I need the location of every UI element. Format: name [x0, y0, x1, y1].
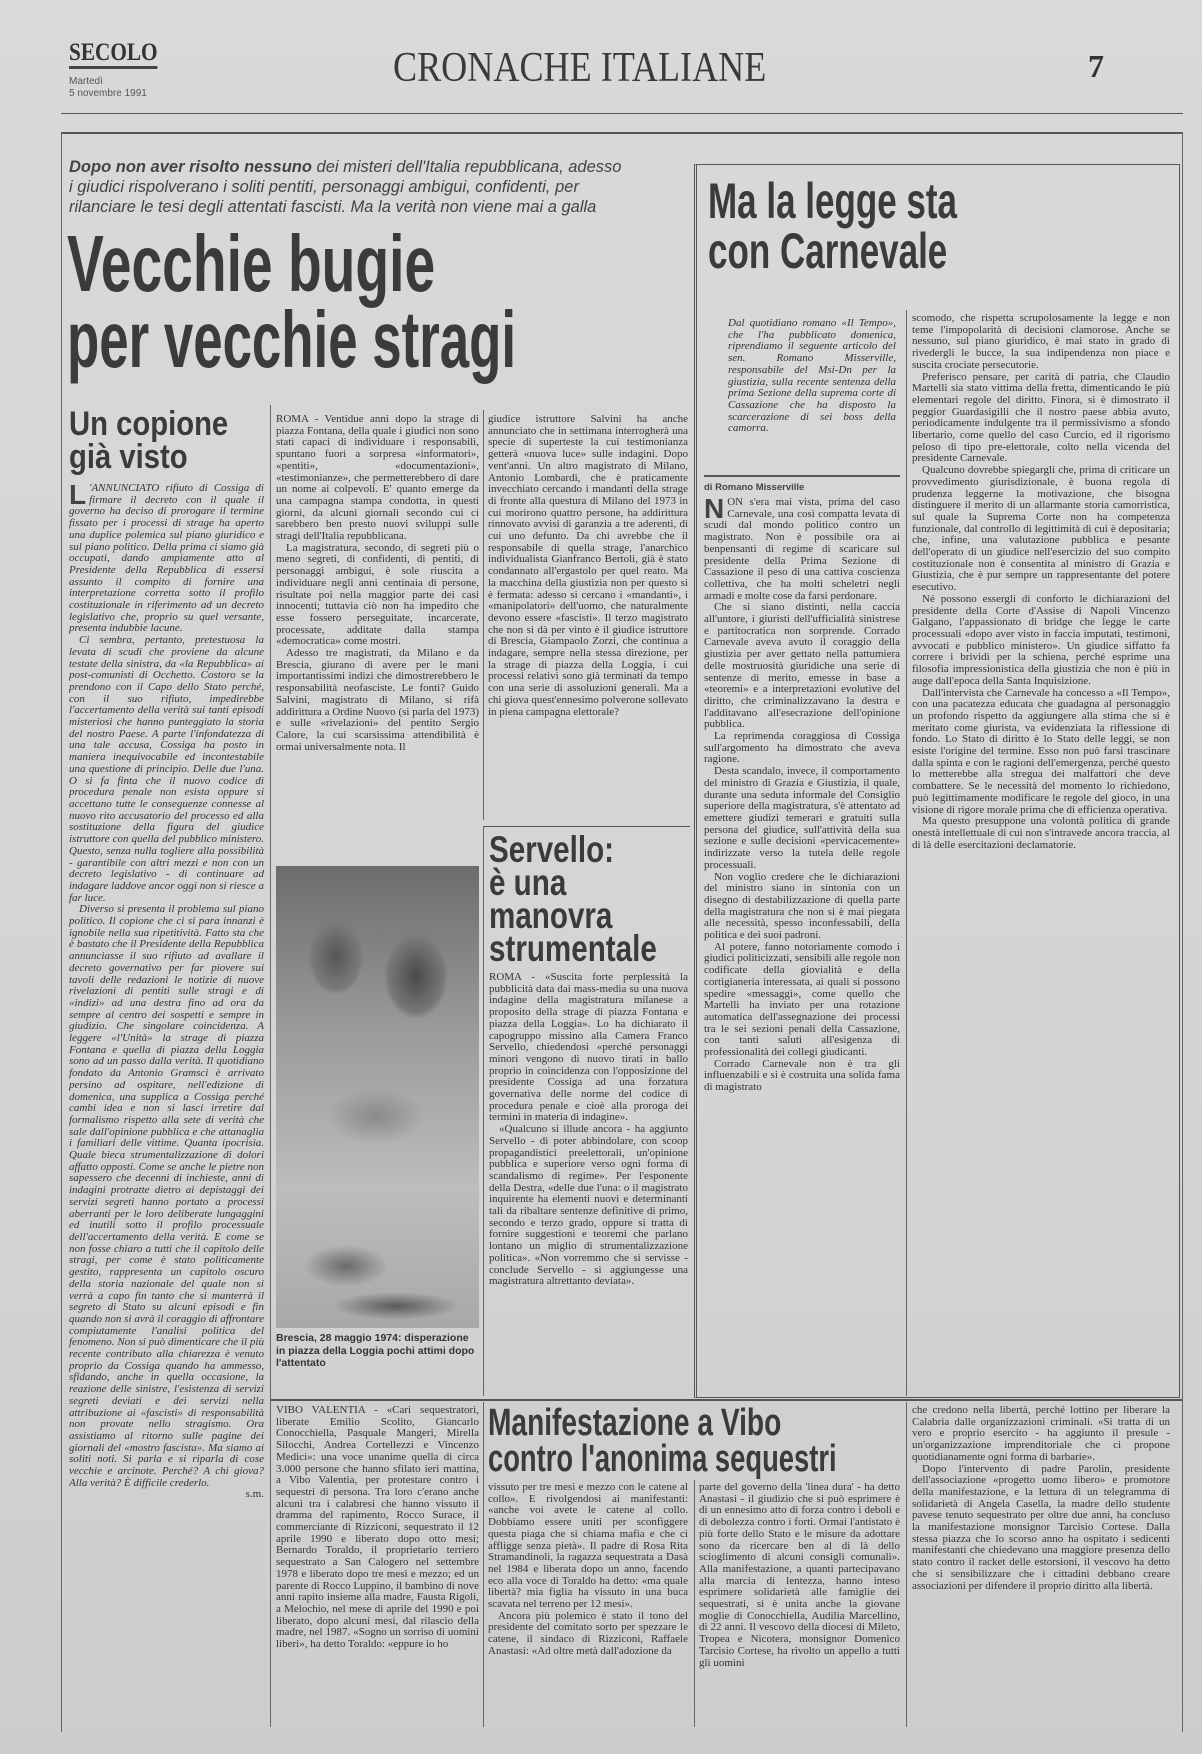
carnevale-headline-line-2: con Carnevale: [708, 223, 948, 279]
editorial-paragraph: Diverso si presenta il problema sul piano politico. Il copione che ci si para innanzi è ignobile nella sua ripetitività. Fatto sta che è bastato che il Presidente della Repubblica annunciasse il suo rifiuto ad avallare il decreto governativo per far piovere sui tavoli delle redazioni le notizie di nuove rivelazioni di pentiti sulle stragi e di «indizi» ad una destra fino ad ora da sempre al centro dei sospetti e sempre in giudizio. Che singolare coincidenza. A leggere «l'Unità» la strage di piazza Fontana e quella di piazza della Loggia sono ad un passo dalla verità. Il quotidiano fondato da Antonio Gramsci è arrivato persino ad ospitare, nell'edizione di domenica, una supplica a Cossiga perché cambi idea e non si lasci irretire dal formalismo rispetto alla sete di verità che sale dall'opinione pubblica e che attanaglia i familiari delle vittime. Quanta ipocrisia. Quale bieca strumentalizzazione di dolori affatto opposti. Come se anche le pietre non sapessero che decenni di inchieste, anni di indagini protratte dietro ai depistaggi dei servizi segreti hanno portato a processi aberranti per le loro deliberate lungaggini ed inutili sotto il profilo processuale dell'accertamento della verità. E come se non fosse chiaro a tutti che il capitolo delle stragi, per come è stato politicamente gestito, rappresenta un capitolo oscuro della storia nazionale del quale non si verrà a capo fin tanto che si manterrà il segreto di Stato su alcuni episodi e fin quando non si avrà il coraggio di affrontare compiutamente l'analisi politica del fenomeno. Non si può dimenticare che il più recente contributo alla chiarezza è venuto proprio da Cossiga quando ha ammesso, sfidando, anche in quella occasione, la reazione delle sinistre, l'esistenza di servizi segreti deviati e dei servizi nella attribuzione ai «fascisti» di responsabilità non provate nello stragismo. Ora assistiamo al ritorno sulle pagine dei giornali del «mostro fascista». Ma siamo ai soliti noti. Si parla e si riparla di cose vecchie e arcinote. Perché? A chi giova? Alla verità? È difficile crederlo.: [69, 903, 264, 1489]
servello-headline-line-3: manovra: [489, 895, 613, 936]
main-paragraph: La magistratura, secondo, di segreti più o meno segreti, di confidenti, di pentiti, di personaggi ambigui, è sole riuscita a individuare negli anni centinaia di persone, risultate poi nella maggior parte dei casi innocenti; tuttavia ciò non ha impedito che esse fossero perseguitate, incarcerate, processate, additate dalla stampa «democratica» come mostri.: [276, 541, 479, 648]
carnevale-body-col-1: [704, 497, 900, 1409]
page-number: 7: [1088, 48, 1104, 84]
vibo-paragraph: Dopo l'intervento di padre Parolin, presidente dell'associazione «progetto uomo libero» e promotore della manifestazione, e la lettura di un telegramma di solidarietà di Angela Casella, la madre dello studente pavese tenuto sequestrato per oltre due anni, ha concluso la manifestazione monsignor Tarcisio Cortese. Dalla stessa piazza che lo scorso anno ha ospitato i sedicenti manifestanti che chiedevano una maggiore presenza dello stato contro il racket delle estorsioni, il vescovo ha detto che si sensibilizzare che i cittadini debbano creare associazioni per difendere il proprio diritto alla libertà.: [912, 1462, 1170, 1592]
vibo-body-col-1: [276, 1405, 479, 1727]
editorial-paragraph: 'ANNUNCIATO rifiuto di Cossiga di firmare il decreto con il quale il governo ha deciso di prorogare il termine fissato per i processi di strage ha aperto una duplice polemica sul piano giuridico e sul piano politico. Della prima ci siamo già occupati, dando ampiamente atto al Presidente della Repubblica di essersi assunto il compito di fornire una interpretazione corretta sotto il profilo costituzionale in riferimento ad un decreto legislativo che, proprio su quel versante, presenta indubbie lacune.: [69, 483, 264, 635]
vibo-body-col-2: [488, 1482, 688, 1727]
main-headline-line-2: per vecchie stragi: [67, 295, 517, 384]
servello-paragraph: «Qualcuno si illude ancora - ha aggiunto Servello - di poter abbindolare, con scoop propagandistici preelettorali, un'opinione pubblica e superiore verso ogni forma di scandalismo di regime». Per l'esponente della Destra, «delle due l'una: o il magistrato inquirente ha elementi nuovi e determinanti tali da ribaltare sentenze definitive di primo, secondo e terzo grado, oppure si tratta di fornire suggestioni e teoremi che parlano lontano un miglio di strumentalizzazione politica». «Non vorremmo che si servisse - conclude Servello - si aggiungesse una magistratura altrettanto deviata».: [489, 1123, 688, 1288]
content-right-rule: [1182, 132, 1183, 1732]
carnevale-body-col-2: [912, 313, 1170, 1393]
vibo-headline-line-2: contro l'anonima sequestri: [488, 1438, 837, 1480]
main-body-col-2: [488, 414, 688, 822]
main-kicker: [69, 157, 629, 217]
carnevale-paragraph: Al potere, fanno notoriamente comodo i giudici politicizzati, sensibili alle regole non codificate della giovialità e della cortigianeria interessata, ai quali si possono spedire «messaggi», come quello che Martelli ha inviato per una rotazione automatica dell'assegnazione dei processi tra le sei sezioni penali della Cassazione, con tanti saluti all'esigenza di professionalità dei collegi giudicanti.: [704, 940, 900, 1059]
column-rule: [906, 1402, 907, 1727]
photo-caption: Brescia, 28 maggio 1974: disperazione in piazza della Loggia pochi attimi dopo l'attentato: [276, 1332, 475, 1369]
paper-logo: SECOLO: [69, 40, 158, 69]
byline-rule: [704, 475, 900, 477]
editorial-body: [69, 483, 264, 1727]
carnevale-intro: Dal quotidiano romano «Il Tempo», che l'ha pubblicato domenica, riprendiamo il seguente articolo del sen. Romano Misserville, responsabile del Msi-Dn per la giustizia, sulla recente sentenza della prima Sezione della suprema corte di Cassazione che ha disposto la scarcerazione di sei boss della camorra.: [728, 318, 896, 435]
carnevale-paragraph: Desta scandalo, invece, il comportamento del ministro di Grazia e Giustizia, il quale, durante una seduta informale del Consiglio superiore della magistratura, s'è attentato ad emettere giudizi temerari e gratuiti sulla persona del giudice, sull'attività della sua sezione e sulle decisioni «pervicacemente» indirizzate verso la tutela delle regole processuali.: [704, 765, 900, 871]
vibo-paragraph: parte del governo della 'linea dura' - ha detto Anastasi - il giudizio che si può esprimere è di un ennesimo atto di forza contro i deboli e di debolezza contro i forti. Ormai l'antistato è più forte dello Stato e le misure da adottare sono da ricercare ben al di là dello scioglimento di alcuni consigli comunali». Alla manifestazione, a quanti partecipavano alla marcia di lentezza, hanno inteso esprimere solidarietà alle famiglie dei sequestrati, si è unita anche la giovane moglie di Conocchiella, Audilia Marcellino, di 22 anni. Il vescovo della diocesi di Mileto, Tropea e Nicotera, monsignor Domenico Tarcisio Cortese, ha rivolto un appello a tutti gli uomini: [699, 1482, 900, 1669]
carnevale-byline: di Romano Misserville: [704, 482, 805, 493]
carnevale-paragraph: Preferisco pensare, per carità di patria, che Claudio Martelli sia stato vittima della fretta, dimenticando le più elementari regole del diritto. Finora, si è dimostrato il peggior Guardasigilli che il nostro paese abbia avuto, periodicamente indulgente tra il permissivismo a sfondo libertario, come quello del caso Curcio, ed il rigorismo peloso di tipo pre-elettorale, colto nella vicenda del presidente Carnevale.: [912, 370, 1170, 465]
carnevale-paragraph: scomodo, che rispetta scrupolosamente la legge e non teme l'impopolarità di decisioni clamorose. Anche se nessuno, sul piano giuridico, è mai stato in grado di rivedergli le bucce, la sua indipendenza non piace e suscita crociate persecutorie.: [912, 313, 1170, 371]
servello-top-rule: [483, 826, 690, 827]
kicker-lead: Dopo non aver risolto nessuno: [69, 158, 312, 176]
editorial-headline-line-2: già visto: [69, 438, 188, 476]
news-photo: [276, 866, 479, 1328]
vibo-paragraph: vissuto per tre mesi e mezzo con le catene al collo». E rivolgendosi ai manifestanti: «anche voi avete le catene al collo. Dobbiamo essere uniti per sconfiggere questa piaga che si chiama mafia e che ci affligge senza pietà». Il padre di Rosa Rita Stramandinoli, la ragazza sequestrata a Dasà nel 1984 e liberata dopo un anno, facendo eco alla voce di Toraldo ha detto: «ma quale libertà? mia figlia ha vissuto in una buca scavata nel terreno per 12 mesi».: [488, 1482, 688, 1611]
carnevale-paragraph: La reprimenda coraggiosa di Cossiga sull'argomento ha dimostrato che aveva ragione.: [704, 730, 900, 766]
issue-date: 5 novembre 1991: [69, 88, 147, 99]
editorial-signature: s.m.: [245, 1488, 264, 1501]
main-headline-line-1: Vecchie bugie: [67, 219, 436, 308]
vibo-body-col-4: [912, 1405, 1170, 1727]
servello-headline-line-2: è una: [489, 862, 567, 903]
carnevale-paragraph: Corrado Carnevale non è tra gli influenzabili e si è costruita una solida fama di magistrato: [704, 1057, 900, 1094]
issue-day: Martedì: [69, 76, 103, 87]
kicker-text: dei misteri dell'Italia repubblicana, adesso i giudici rispolverano i soliti pentiti, personaggi ambigui, confidenti, per rilanciare le tesi degli attentati fascisti. Ma la verità non viene mai a galla: [69, 158, 622, 216]
carnevale-paragraph: Né possono essergli di conforto le dichiarazioni del presidente della Corte d'Assise di Napoli Vincenzo Galgano, l'appassionato di bridge che legge le carte processuali «dopo aver visto in faccia imputati, testimoni, avvocati e pubblico ministero». Un giudice siffatto fa correre i brividi per la schiena, perché esprime una filosofia impressionistica della giustizia che non è più in auge dall'epoca della Santa Inquisizione.: [912, 592, 1170, 687]
content-left-rule: [61, 132, 62, 1732]
carnevale-paragraph: Dall'intervista che Carnevale ha concesso a «Il Tempo», con una pacatezza educata che guadagna al personaggio un profondo rispetto da aggiungere alla stima che si è meritato come giurista, va evidenziata la riflessione di fondo. Lo Stato di diritto è lo Stato delle leggi, se non esiste l'origine del termine. Esso non può farsi trascinare dalla spinta e con le ragioni dell'emergenza, perché questo lo metterebbe alla stregua dei malfattori che deve combattere. Se le necessità del momento lo richiedono, può legittimamente modificare le regole del gioco, in una visione di rigore morale prima che di efficienza operativa.: [912, 686, 1170, 816]
servello-headline-line-1: Servello:: [489, 829, 615, 870]
carnevale-paragraph: Qualcuno dovrebbe spiegargli che, prima di criticare un provvedimento giurisdizionale, è buona regola di prudenza leggerne la motivazione, che bisogna distinguere il merito di un allarmante storia camorristica, sul quale la Suprema Corte non ha competenza funzionale, dal controllo di legittimità di cui è depositaria; che, infine, una valutazione pubblica e pesante dell'operato di un giudice nell'esercizio del suo compito costituzionale non è consentita al ministro di Grazia e Giustizia, che è pur sempre un rappresentante del potere esecutivo.: [912, 464, 1170, 594]
column-rule: [694, 1480, 695, 1727]
carnevale-paragraph: ON s'era mai vista, prima del caso Carnevale, una così compatta levata di scudi dal mondo politico contro un magistrato. Non è possibile ora ai benpensanti di regime di scaricare sul presidente della Prima Sezione di Cassazione il peso di una cattiva coscienza collettiva, che ha molti scheletri negli armadi e molte cose da farsi perdonare.: [704, 497, 900, 602]
column-rule: [906, 310, 907, 1396]
main-paragraph: giudice istruttore Salvini ha anche annunciato che in settimana interrogherà una specie di superteste la cui testimonianza getterà «nuova luce» sulle indagini. Dopo vent'anni. Un altro magistrato di Milano, Antonio Lombardi, che è praticamente invecchiato cercando i mandanti della strage di fronte alla questura di Milano del 1973 in cui morirono quattro persone, ha addirittura rinnovato avvisi di garanzia a tre aderenti, di cui uno defunto. Da chi avrebbe che il responsabile di quella strage, l'anarchico individualista Gianfranco Bertoli, già è stato condannato all'ergastolo per quel reato. Ma la macchina della giustizia non per questo si è fermata: adesso si cercano i «mandanti», i «manipolatori» dell'uomo, che naturalmente devono essere «fascisti». Il terzo magistrato che non si dà per vinto è il giudice istruttore di Brescia, Giampaolo Zorzi, che continua a indagare, sempre nella stessa direzione, per la strage di piazza della Loggia, i cui processi relativi sono già terminati da tempo con una serie di assoluzioni generali. Ma a chi giova quest'ennesimo polverone sollevato in piena campagna elettorale?: [488, 414, 688, 718]
vibo-top-rule: [270, 1399, 1182, 1401]
column-rule: [270, 405, 271, 1727]
servello-paragraph: ROMA - «Suscita forte perplessità la pubblicità data dai mass-media su una nuova indagine della magistratura milanese a proposito della strage di piazza Fontana e piazza della Loggia». Lo ha dichiarato il capogruppo missino alla Camera Franco Servello, chiedendosi «perché personaggi minori vengono di nuovo tirati in ballo proprio in coincidenza con l'opposizione del presidente Cossiga ad una forzatura governativa delle norme del codice di procedura penale e cioè alla proroga dei termini in materia di indagine».: [489, 972, 688, 1124]
main-paragraph: ROMA - Ventidue anni dopo la strage di piazza Fontana, della quale i giudici non sono stati capaci di individuare i responsabili, spuntano fuori a sorpresa «informatori», «pentiti», «documentazioni», «testimonianze», che permetterebbero di dare un nome ai colpevoli. E' quanto emerge da una campagna stampa condotta, in questi giorni, da alcuni giornali secondo cui ci sarebbero ben presto nuovi sviluppi sulle stragi dell'Italia repubblicana.: [276, 414, 479, 543]
carnevale-headline-line-1: Ma la legge sta: [708, 173, 957, 229]
vibo-paragraph: VIBO VALENTIA - «Cari sequestratori, liberate Emilio Scolito, Giancarlo Conocchiella, Pasquale Mangeri, Mirella Silocchi, Andrea Cortellezzi e Vincenzo Medici»: una voce unanime quella di circa 3.000 persone che hanno sfilato ieri mattina, a Vibo Valentia, per protestare contro i sequestri di persona. Tra loro c'erano anche alcuni tra i calabresi che hanno vissuto il dramma del rapimento, Rocco Surace, il commerciante di Rizziconi, sequestrato il 12 aprile 1990 e liberato dopo otto mesi; Bernardo Toraldo, il proprietario terriero sequestrato a San Calogero nel settembre 1978 e liberato dopo tre mesi e mezzo; ed un parente di Rocco Luppino, il bambino di nove anni rapito insieme alla madre, Fausta Rigoli, a Melochio, nel mese di aprile del 1990 e poi liberato, dopo alcuni mesi, dal rilascio della madre, nel 1987. «Sogno un sorriso di uomini liberi», ha detto Toraldo: «eppure io ho: [276, 1405, 479, 1651]
vibo-paragraph: Ancora più polemico è stato il tono del presidente del comitato sorto per spezzare le catene, il sindaco di Rizziconi, Raffaele Anastasi: «Ad oltre metà dall'adozione da: [488, 1609, 688, 1657]
main-body-col-1: [276, 414, 479, 860]
editorial-paragraph: Ci sembra, pertanto, pretestuosa la levata di scudi che proviene da alcune testate della sinistra, da «la Repubblica» ai post-comunisti di Occhetto. Costoro se la prendono con il Capo dello Stato perché, con il suo rifiuto, impedirebbe l'accertamento della verità sui tanti episodi misteriosi che hanno punteggiato la storia del nostro Paese. A parte l'infondatezza di una tale accusa, Cossiga ha posto in maniera inequivocabile ed incontestabile una questione di principio. Delle due l'una. O si fa finta che il nuovo codice di procedura penale non esista oppure si accettano tutte le conseguenze connesse al nuovo rito accusatorio del processo ed alla sostituzione della figura del giudice istruttore con quella del pubblico ministero. Questo, senza nulla togliere alla possibilità - garantibile con altri mezzi e non con un decreto legislativo - di continuare ad indagare laddove ancor oggi non si riesce a far luce.: [69, 634, 264, 904]
main-paragraph: Adesso tre magistrati, da Milano e da Brescia, giurano di avere per le mani importantissimi indizi che dimostrerebbero le responsabilità neofasciste. Le fonti? Guido Salvini, magistrato di Milano, si rifà addirittura a Ordine Nuovo (si parla del 1973) e sulle «rivelazioni» del pentito Sergio Calore, la cui scarsissima attendibilità è ormai universalmente nota. Il: [276, 647, 479, 753]
vibo-body-col-3: [699, 1482, 900, 1727]
masthead-rule: [61, 113, 1183, 114]
carnevale-paragraph: Che si siano distinti, nella caccia all'untore, i giuristi dell'ufficialità sinistrese e partitocratica non sorprende. Corrado Carnevale aveva avuto il coraggio della giustizia per aver gettato nella pattumiera delle mostruosità giuridiche una serie di sentenze di merito, emesse in base a «teoremi» e a interpretazioni evolutive del diritto, che criminalizzavano la destra e l'additavano all'esecrazione dell'opinione pubblica.: [704, 601, 900, 731]
editorial-dropcap: L: [69, 483, 87, 510]
servello-body: [489, 972, 688, 1394]
carnevale-paragraph: Ma questo presuppone una volontà politica di grande onestà intellettuale di cui non s'intravede ancora traccia, al di là delle esercitazioni declamatorie.: [912, 815, 1170, 851]
carnevale-paragraph: Non voglio credere che le dichiarazioni del ministro siano in sintonia con un disegno di destabilizzazione di quella parte della magistratura che non si è mai piegata alle necessità, spesso inconfessabili, della politica e dei suoi padroni.: [704, 870, 900, 942]
section-title: CRONACHE ITALIANE: [393, 45, 767, 91]
content-top-rule: [61, 132, 1183, 134]
column-rule: [483, 1402, 484, 1727]
vibo-headline-line-1: Manifestazione a Vibo: [488, 1402, 782, 1444]
editorial-headline-line-1: Un copione: [69, 405, 229, 443]
servello-headline-line-4: strumentale: [489, 928, 657, 969]
carnevale-dropcap: N: [704, 497, 725, 524]
column-rule: [483, 826, 484, 1396]
column-rule: [483, 410, 484, 820]
vibo-paragraph: che credono nella libertà, perché lottino per liberare la Calabria dalle organizzazioni criminali. «Si tratta di un vero e proprio esercito - ha aggiunto il presule - un'organizzazione imprenditoriale che ci propone quotidianamente ogni forma di barbarie».: [912, 1405, 1170, 1463]
